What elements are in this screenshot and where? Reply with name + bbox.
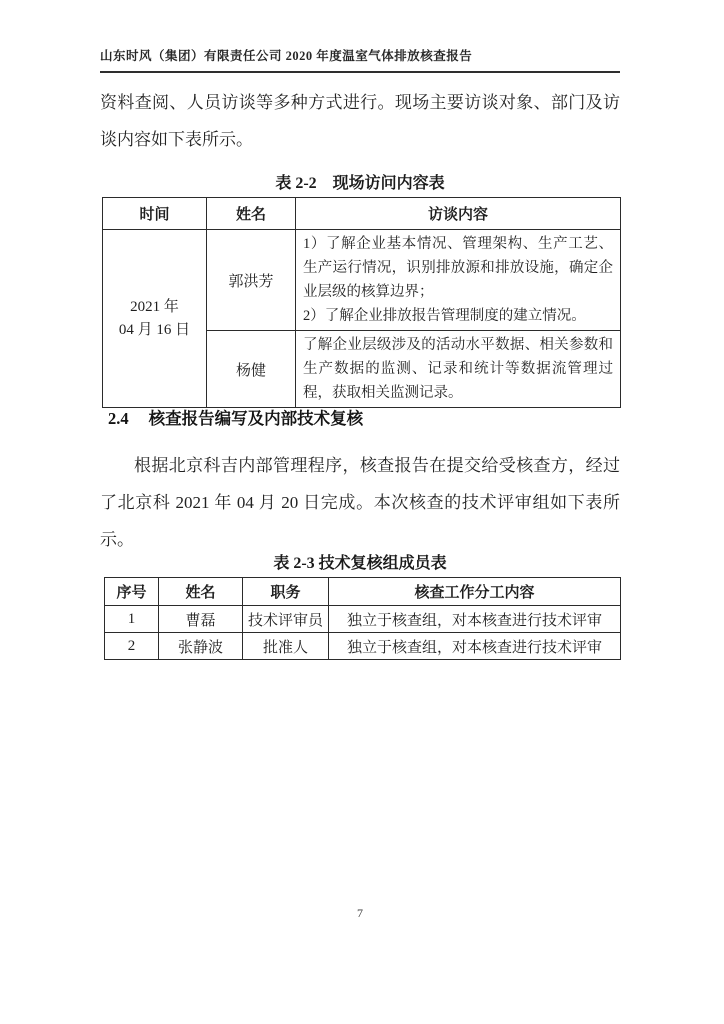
visit-date-cell	[103, 230, 207, 408]
interview-content-line: 了解企业层级涉及的活动水平数据、相关参数和生产数据的监测、记录和统计等数据流管理过程，获取相关监测记录。	[303, 337, 613, 401]
member-role: 批准人	[243, 633, 329, 660]
column-header-name: 姓名	[207, 198, 296, 230]
table-header-row	[105, 578, 621, 606]
interview-content-line: 1）了解企业基本情况、管理架构、生产工艺、生产运行情况，识别排放源和排放设施，确定企业层级的核算边界；	[303, 236, 613, 300]
member-name: 曹磊	[159, 606, 243, 633]
visit-content-table	[102, 197, 621, 408]
column-header-name: 姓名	[159, 578, 243, 606]
table-header-row	[103, 198, 621, 230]
table-row	[105, 633, 621, 660]
column-header-no: 序号	[105, 578, 159, 606]
member-duty: 独立于核查组，对本核查进行技术评审	[329, 633, 621, 660]
section-title: 核查报告编写及内部技术复核	[148, 409, 364, 428]
interview-content-cell	[296, 230, 621, 331]
member-duty: 独立于核查组，对本核查进行技术评审	[329, 606, 621, 633]
interviewee-name: 郭洪芳	[207, 230, 296, 331]
interview-content-cell	[296, 331, 621, 408]
member-no: 1	[105, 606, 159, 633]
table-2-3-caption: 表 2-3 技术复核组成员表	[273, 555, 447, 572]
interviewee-name: 杨健	[207, 331, 296, 408]
visit-date-line-1: 2021 年	[130, 298, 179, 315]
section-heading-2-4	[108, 405, 363, 429]
section-paragraph: 根据北京科吉内部管理程序，核查报告在提交给受核查方，经过了北京科 2021 年 04 月 20 日完成。本次核查的技术评审组如下表所示。	[100, 456, 620, 549]
table-row	[103, 230, 621, 331]
table-2-2-caption: 表 2-2 现场访问内容表	[275, 175, 445, 192]
running-header: 山东时风（集团）有限责任公司 2020 年度温室气体排放核查报告	[100, 46, 620, 73]
intro-paragraph: 资料查阅、人员访谈等多种方式进行。现场主要访谈对象、部门及访谈内容如下表所示。	[100, 93, 620, 149]
technical-review-table	[104, 577, 621, 660]
column-header-role: 职务	[243, 578, 329, 606]
column-header-content: 访谈内容	[296, 198, 621, 230]
page-number: 7	[357, 906, 363, 920]
section-number: 2.4	[108, 409, 129, 428]
column-header-time: 时间	[103, 198, 207, 230]
visit-date-line-2: 04 月 16 日	[118, 321, 191, 338]
table-row	[105, 606, 621, 633]
column-header-duty: 核查工作分工内容	[329, 578, 621, 606]
member-no: 2	[105, 633, 159, 660]
interview-content-line: 2）了解企业排放报告管理制度的建立情况。	[303, 308, 586, 324]
member-role: 技术评审员	[243, 606, 329, 633]
member-name: 张静波	[159, 633, 243, 660]
